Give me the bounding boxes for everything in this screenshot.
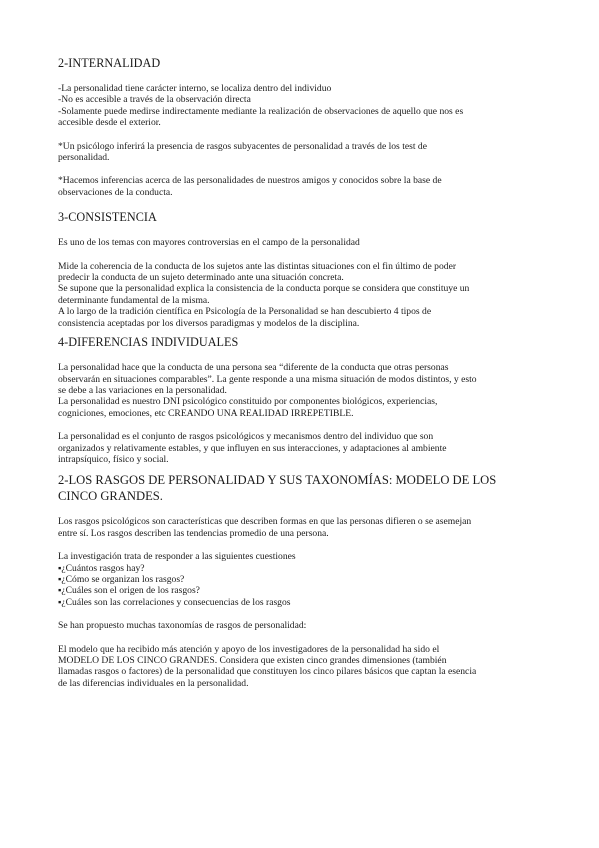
text-line: determinante fundamental de la misma. <box>58 294 210 306</box>
text-line: MODELO DE LOS CINCO GRANDES. Considera que existen cinco grandes dimensiones (también <box>58 655 447 666</box>
text-line: La personalidad hace que la conducta de una persona sea “diferente de la conducta que otras personas <box>58 362 449 374</box>
text-line: observarán en situaciones comparables”. La gente responde a una misma situación de modos distintos, y esto <box>58 373 477 385</box>
section-heading-internalidad: 2-INTERNALIDAD <box>58 56 161 70</box>
text-line: Se han propuesto muchas taxonomías de rasgos de personalidad: <box>58 620 307 632</box>
text-line: -La personalidad tiene carácter interno, se localiza dentro del individuo <box>58 83 332 94</box>
text-line: Los rasgos psicológicos son características que describen formas en que las personas difieren o se asemejan <box>58 516 472 528</box>
text-line: A lo largo de la tradición científica en Psicología de la Personalidad se han descubierto 4 tipos de <box>58 306 432 318</box>
text-line: El modelo que ha recibido más atención y apoyo de los investigadores de la personalidad ha sido el <box>58 643 440 655</box>
section-heading-consistencia: 3-CONSISTENCIA <box>58 210 157 225</box>
note-line: *Hacemos inferencias acerca de las personalidades de nuestros amigos y conocidos sobre la base de <box>58 175 442 187</box>
list-item: ▪¿Cuáles son las correlaciones y consecuencias de los rasgos <box>58 596 291 608</box>
text-line: -Solamente puede medirse indirectamente mediante la realización de observaciones de aquello que nos es <box>58 105 464 117</box>
section-heading-rasgos-cont: CINCO GRANDES. <box>58 488 163 503</box>
text-line: -No es accesible a través de la observación directa <box>58 94 251 106</box>
text-line: de las diferencias individuales en la personalidad. <box>58 677 249 689</box>
document-page <box>58 56 558 689</box>
text-line: La personalidad es nuestro DNI psicológico constituido por componentes biológicos, experiencias, <box>58 396 438 408</box>
text-line: accesible desde el exterior. <box>58 117 161 129</box>
text-line: Es uno de los temas con mayores controversias en el campo de la personalidad <box>58 237 360 249</box>
list-item: ▪¿Cuántos rasgos hay? <box>58 562 145 574</box>
text-line: intrapsíquico, físico y social. <box>58 453 169 465</box>
text-line: cogniciones, emociones, etc CREANDO UNA REALIDAD IRREPETIBLE. <box>58 407 354 419</box>
section-heading-rasgos: 2-LOS RASGOS DE PERSONALIDAD Y SUS TAXONOMÍAS: MODELO DE LOS <box>58 473 497 488</box>
text-line: Mide la coherencia de la conducta de los sujetos ante las distintas situaciones con el fin último de poder <box>58 260 457 272</box>
note-line: *Un psicólogo inferirá la presencia de rasgos subyacentes de personalidad a través de los test de <box>58 140 427 152</box>
list-item: ▪¿Cuáles son el origen de los rasgos? <box>58 585 200 597</box>
text-line: Se supone que la personalidad explica la consistencia de la conducta porque se considera que constituye un <box>58 283 470 295</box>
text-line: entre sí. Los rasgos describen las tendencias promedio de una persona. <box>58 527 329 539</box>
text-line: llamadas rasgos o factores) de la personalidad que constituyen los cinco pilares básicos que captan la esencia <box>58 666 477 678</box>
text-line: se debe a las variaciones en la personalidad. <box>58 384 227 396</box>
text-line: predecir la conducta de un sujeto determinado ante una situación concreta. <box>58 272 344 284</box>
list-item: ▪¿Cómo se organizan los rasgos? <box>58 573 185 585</box>
text-line: consistencia aceptadas por los diversos paradigmas y modelos de la disciplina. <box>58 317 360 329</box>
text-line: La personalidad es el conjunto de rasgos psicológicos y mecanismos dentro del individuo que son <box>58 431 434 443</box>
section-heading-diferencias: 4-DIFERENCIAS INDIVIDUALES <box>58 335 239 350</box>
note-line: observaciones de la conducta. <box>58 186 173 198</box>
text-line: La investigación trata de responder a las siguientes cuestiones <box>58 551 296 563</box>
text-line: organizados y relativamente estables, y que influyen en sus interacciones, y adaptaciones al ambiente <box>58 442 447 454</box>
note-line: personalidad. <box>58 152 110 164</box>
